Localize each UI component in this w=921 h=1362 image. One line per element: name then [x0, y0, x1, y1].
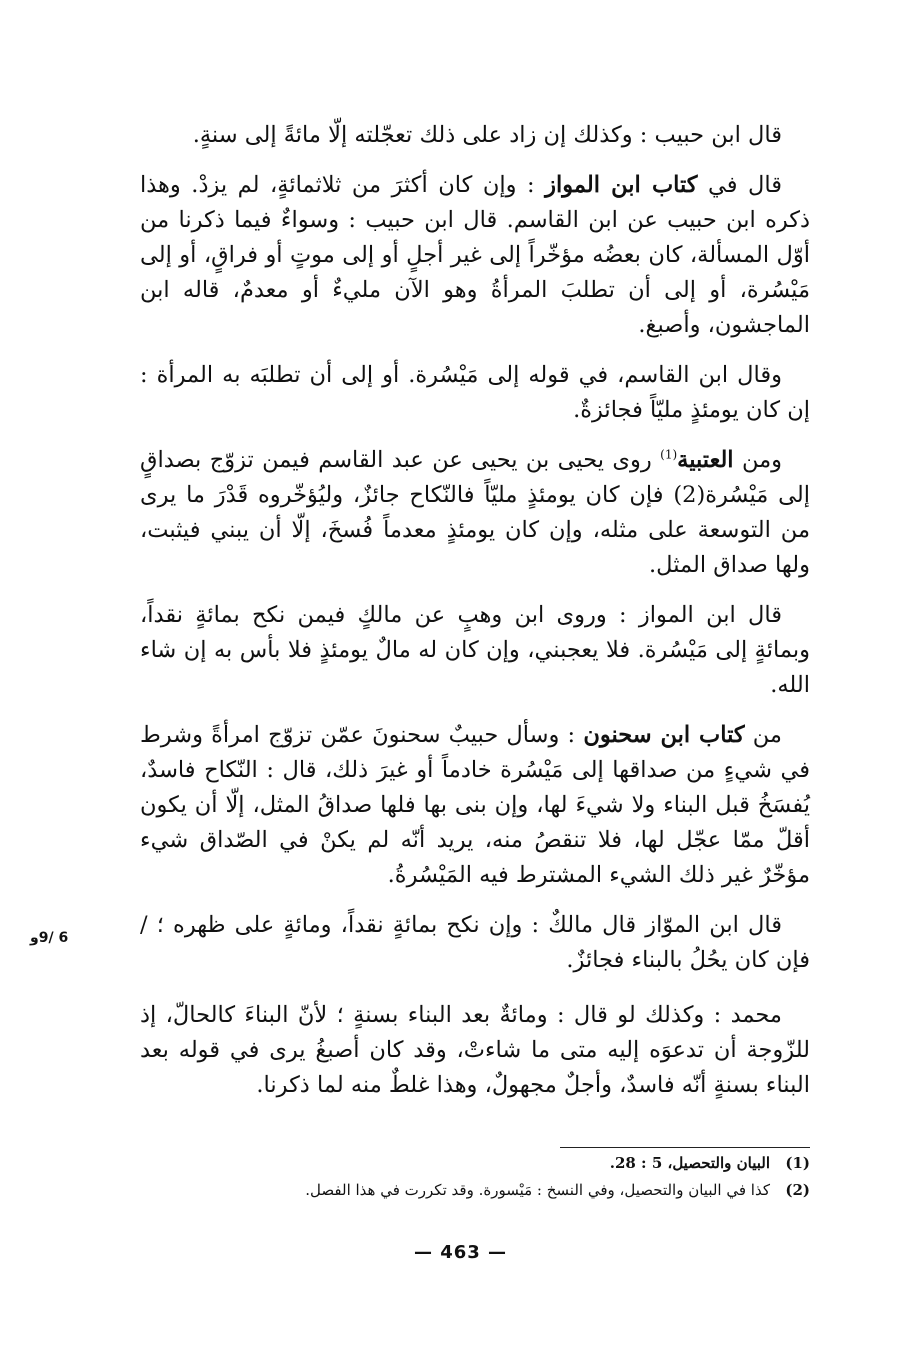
paragraph-5 — [140, 598, 810, 703]
paragraph-text: محمد : وكذلك لو قال : ومائةٌ بعد البناء بسنةٍ ؛ لأنّ البناءَ كالحالّ، إذ للزّوجة أن تدعوَه إليه متى ما شاءتْ، وقد كان أصبغُ يرى في قوله بعد البناء بسنةٍ أنّه فاسدٌ، وأجلٌ مجهولٌ، وهذا غلطٌ منه لما ذكرنا. — [140, 1002, 810, 1098]
paragraph-prefix: ومن — [733, 447, 783, 473]
footnote-text: كذا في البيان والتحصيل، وفي النسخ : مَيْسورة. وقد تكررت في هذا الفصل. — [305, 1181, 770, 1199]
source-title: العتبية — [677, 447, 734, 473]
paragraph-text: : وإن كان أكثرَ من ثلاثمائةٍ، لم يزدْ. وهذا ذكره ابن حبيب عن ابن القاسم. قال ابن حبيب : وسواءٌ فيما ذكرنا من أوّل المسألة، كان بعضُه مؤخّراً إلى غير أجلٍ أو إلى موتٍ أو فراقٍ، أو إلى مَيْسُرة، أو إلى أن تطلبَ المرأةُ وهو الآن مليءٌ أو معدمٌ، قاله ابن الماجشون، وأصبغ. — [140, 172, 810, 338]
footnote-ref: (1) — [660, 447, 678, 462]
footnote-1 — [140, 1150, 810, 1177]
paragraph-text: قال ابن المواز : وروى ابن وهبٍ عن مالكٍ فيمن نكح بمائةٍ نقداً، وبمائةٍ إلى مَيْسُرة. فلا يعجبني، وإن كان له مالٌ يومئذٍ فلا بأس به إن شاء الله. — [140, 602, 810, 698]
paragraph-text: روى يحيى بن يحيى عن عبد القاسم فيمن تزوّج بصداقٍ إلى مَيْسُرة(2) فإن كان يومئذٍ مليّاً فالنّكاح جائزٌ، وليُؤخّروه قَدْرَ ما يرى من التوسعة على مثله، وإن كان يومئذٍ معدماً فُسخَ، إلّا أن يبني فيثبت، ولها صداق المثل. — [140, 447, 810, 578]
source-title: كتاب ابن سحنون — [583, 722, 745, 748]
paragraph-prefix: قال في — [697, 172, 782, 198]
paragraph-prefix: من — [744, 722, 782, 748]
footnote-text: البيان والتحصيل، 5 : 28. — [609, 1154, 770, 1172]
source-title: كتاب ابن المواز — [545, 172, 698, 198]
footnote-number: (2) — [785, 1181, 810, 1199]
paragraph-2 — [140, 168, 810, 343]
paragraph-text: قال ابن حبيب : وكذلك إن زاد على ذلك تعجّلته إلّا مائةً إلى سنةٍ. — [192, 122, 782, 148]
paragraph-4 — [140, 443, 810, 583]
paragraph-1 — [140, 118, 810, 153]
paragraph-3 — [140, 358, 810, 428]
paragraph-text: قال ابن الموّاز قال مالكٌ : وإن نكح بمائةٍ نقداً، ومائةٍ على ظهره ؛ / فإن كان يحُلُ بالبناء فجائزٌ. — [140, 912, 810, 973]
page-number: — 463 — — [413, 1242, 508, 1263]
main-text — [140, 118, 810, 1118]
footnote-number: (1) — [785, 1154, 810, 1172]
footnotes — [140, 1150, 810, 1204]
paragraph-7 — [140, 908, 810, 978]
paragraph-text: وقال ابن القاسم، في قوله إلى مَيْسُرة. أو إلى أن تطلبَه به المرأة : إن كان يومئذٍ مليّاً فجائزةٌ. — [140, 362, 810, 423]
manuscript-folio-note: 6 /9و — [30, 930, 69, 946]
footnote-divider — [560, 1147, 810, 1148]
footnote-2 — [140, 1177, 810, 1204]
paragraph-8 — [140, 998, 810, 1103]
paragraph-6 — [140, 718, 810, 893]
paragraph-text: : وسأل حبيبٌ سحنونَ عمّن تزوّج امرأةً وشرط في شيءٍ من صداقها إلى مَيْسُرة خادماً أو غيرَ ذلك، قال : النّكاح فاسدٌ، يُفسَخُ قبل البناء ولا شيءَ لها، وإن بنى بها فلها صداقُ المثل، إلّا أن يكون أقلّ ممّا عجّل لها، فلا تنقصُ منه، يريد أنّه لم يكنْ في الصّداق شيء مؤخّرٌ غير ذلك الشيء المشترط فيه المَيْسُرةُ. — [140, 722, 810, 888]
